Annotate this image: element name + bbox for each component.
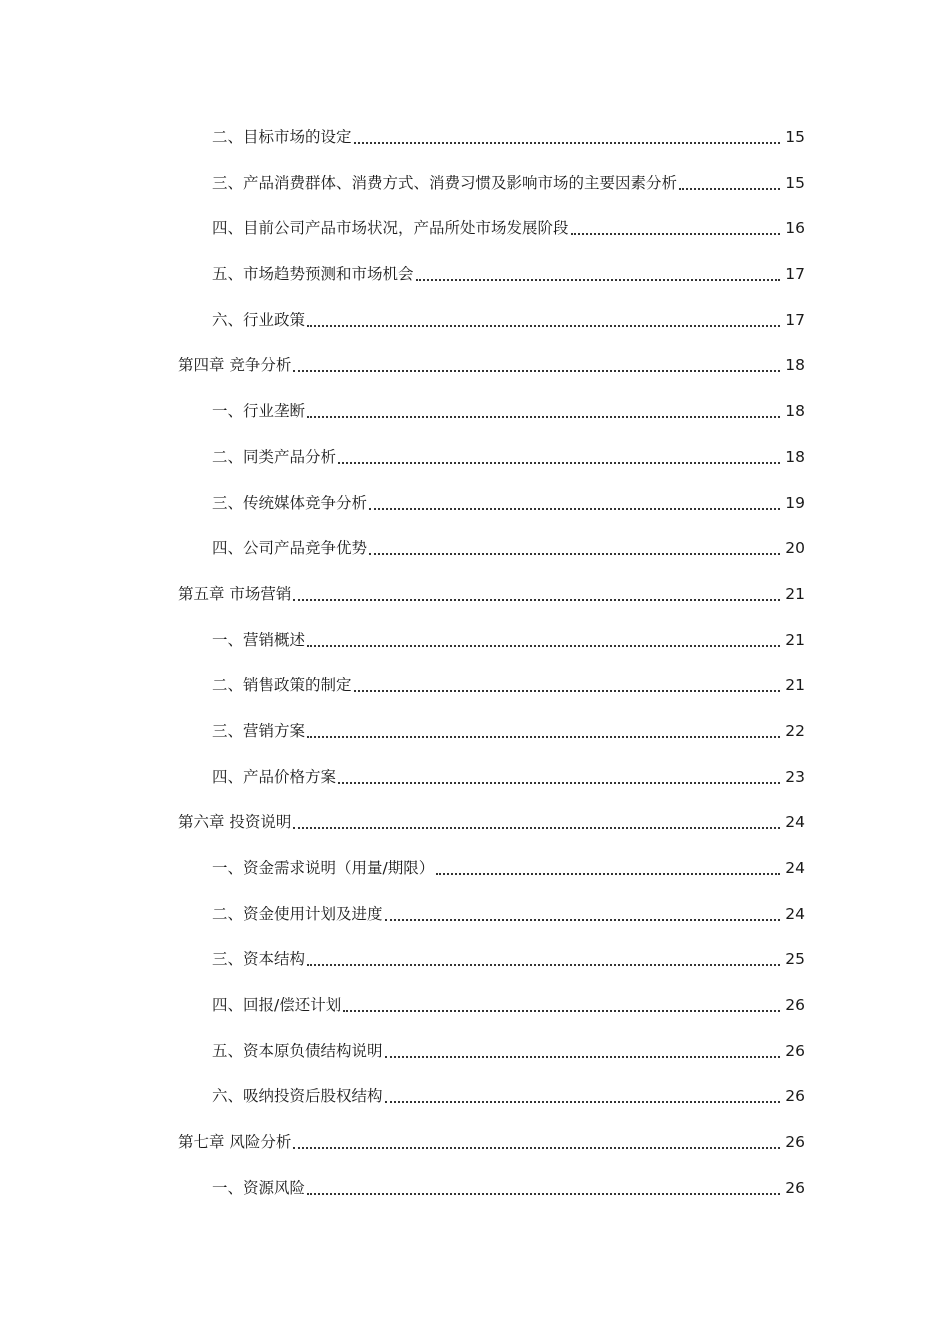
toc-dot-leader bbox=[416, 261, 780, 287]
toc-entry-title: 一、资金需求说明（用量/期限） bbox=[212, 859, 435, 877]
toc-chapter-title: 第四章 竞争分析 bbox=[178, 356, 292, 375]
toc-dot-leader bbox=[293, 352, 780, 378]
toc-entry-title: 六、行业政策 bbox=[212, 310, 306, 329]
toc-entry[interactable] bbox=[0, 124, 950, 170]
toc-page-number: 26 bbox=[785, 996, 805, 1015]
toc-entry-title: 四、目前公司产品市场状况，产品所处市场发展阶段 bbox=[212, 219, 569, 238]
toc-dot-leader bbox=[385, 901, 780, 927]
toc-page-number: 20 bbox=[785, 539, 805, 558]
toc-page-number: 26 bbox=[785, 1178, 805, 1197]
toc-entry[interactable] bbox=[0, 1083, 950, 1129]
toc-dot-leader bbox=[369, 490, 780, 516]
toc-entry-title: 四、回报/偿还计划 bbox=[212, 996, 342, 1015]
toc-page-number: 18 bbox=[785, 447, 805, 466]
toc-page-number: 24 bbox=[785, 859, 805, 877]
toc-dot-leader bbox=[354, 672, 780, 698]
toc-entry[interactable] bbox=[0, 535, 950, 581]
toc-entry-title: 一、行业垄断 bbox=[212, 402, 306, 421]
toc-entry-title: 三、传统媒体竞争分析 bbox=[212, 493, 368, 512]
toc-dot-leader bbox=[307, 627, 780, 653]
toc-dot-leader bbox=[385, 1038, 780, 1064]
toc-dot-leader bbox=[338, 444, 780, 470]
toc-entry[interactable] bbox=[0, 992, 950, 1038]
toc-entry-title: 一、资源风险 bbox=[212, 1178, 306, 1197]
table-of-contents bbox=[0, 124, 950, 1221]
toc-entry-title: 三、营销方案 bbox=[212, 721, 306, 740]
toc-entry-title: 三、产品消费群体、消费方式、消费习惯及影响市场的主要因素分析 bbox=[212, 173, 678, 192]
toc-dot-leader bbox=[293, 1129, 780, 1155]
toc-entry[interactable] bbox=[0, 444, 950, 490]
toc-dot-leader bbox=[679, 170, 780, 196]
toc-entry[interactable] bbox=[0, 307, 950, 353]
toc-dot-leader bbox=[307, 398, 780, 424]
toc-entry-title: 二、同类产品分析 bbox=[212, 447, 337, 466]
toc-entry[interactable] bbox=[0, 490, 950, 536]
toc-dot-leader bbox=[338, 764, 780, 790]
toc-chapter-entry[interactable] bbox=[0, 809, 950, 855]
toc-page-number: 22 bbox=[785, 721, 805, 740]
toc-entry[interactable] bbox=[0, 855, 950, 901]
toc-page-number: 26 bbox=[785, 1041, 805, 1060]
toc-page-number: 18 bbox=[785, 402, 805, 421]
toc-dot-leader bbox=[307, 1175, 780, 1201]
toc-entry-title: 六、吸纳投资后股权结构 bbox=[212, 1087, 383, 1106]
toc-entry[interactable] bbox=[0, 946, 950, 992]
toc-entry[interactable] bbox=[0, 261, 950, 307]
toc-entry-title: 四、公司产品竞争优势 bbox=[212, 539, 368, 558]
toc-entry[interactable] bbox=[0, 1175, 950, 1221]
toc-page-number: 17 bbox=[785, 265, 805, 284]
toc-entry[interactable] bbox=[0, 627, 950, 673]
toc-page-number: 25 bbox=[785, 950, 805, 969]
toc-page-number: 26 bbox=[785, 1133, 805, 1152]
toc-dot-leader bbox=[307, 946, 780, 972]
toc-page-number: 24 bbox=[785, 904, 805, 923]
toc-entry[interactable] bbox=[0, 1038, 950, 1084]
toc-chapter-title: 第六章 投资说明 bbox=[178, 813, 292, 832]
toc-page-number: 18 bbox=[785, 356, 805, 375]
toc-page-number: 21 bbox=[785, 676, 805, 695]
toc-entry[interactable] bbox=[0, 215, 950, 261]
toc-chapter-title: 第七章 风险分析 bbox=[178, 1133, 292, 1152]
toc-page-number: 15 bbox=[785, 173, 805, 192]
toc-page-number: 17 bbox=[785, 310, 805, 329]
toc-page-number: 21 bbox=[785, 584, 805, 603]
toc-entry-title: 五、市场趋势预测和市场机会 bbox=[212, 265, 414, 284]
toc-entry-title: 二、目标市场的设定 bbox=[212, 128, 352, 146]
toc-entry[interactable] bbox=[0, 764, 950, 810]
toc-entry-title: 二、销售政策的制定 bbox=[212, 676, 352, 695]
toc-chapter-entry[interactable] bbox=[0, 581, 950, 627]
toc-entry-title: 四、产品价格方案 bbox=[212, 767, 337, 786]
toc-entry[interactable] bbox=[0, 398, 950, 444]
toc-entry-title: 五、资本原负债结构说明 bbox=[212, 1041, 383, 1060]
toc-dot-leader bbox=[385, 1083, 780, 1109]
toc-dot-leader bbox=[307, 307, 780, 333]
toc-page-number: 19 bbox=[785, 493, 805, 512]
toc-page-number: 15 bbox=[785, 128, 805, 146]
toc-dot-leader bbox=[369, 535, 780, 561]
toc-entry[interactable] bbox=[0, 901, 950, 947]
toc-entry[interactable] bbox=[0, 170, 950, 216]
toc-page-number: 24 bbox=[785, 813, 805, 832]
toc-entry[interactable] bbox=[0, 718, 950, 764]
toc-entry[interactable] bbox=[0, 672, 950, 718]
toc-page-number: 23 bbox=[785, 767, 805, 786]
toc-dot-leader bbox=[436, 855, 780, 881]
toc-dot-leader bbox=[293, 581, 780, 607]
toc-entry-title: 一、营销概述 bbox=[212, 630, 306, 649]
toc-chapter-title: 第五章 市场营销 bbox=[178, 584, 292, 603]
toc-entry-title: 三、资本结构 bbox=[212, 950, 306, 969]
toc-page-number: 21 bbox=[785, 630, 805, 649]
toc-dot-leader bbox=[343, 992, 780, 1018]
toc-page-number: 16 bbox=[785, 219, 805, 238]
toc-chapter-entry[interactable] bbox=[0, 1129, 950, 1175]
toc-dot-leader bbox=[354, 124, 780, 150]
toc-dot-leader bbox=[571, 215, 780, 241]
toc-page-number: 26 bbox=[785, 1087, 805, 1106]
toc-entry-title: 二、资金使用计划及进度 bbox=[212, 904, 383, 923]
toc-chapter-entry[interactable] bbox=[0, 352, 950, 398]
toc-dot-leader bbox=[307, 718, 780, 744]
toc-dot-leader bbox=[293, 809, 780, 835]
